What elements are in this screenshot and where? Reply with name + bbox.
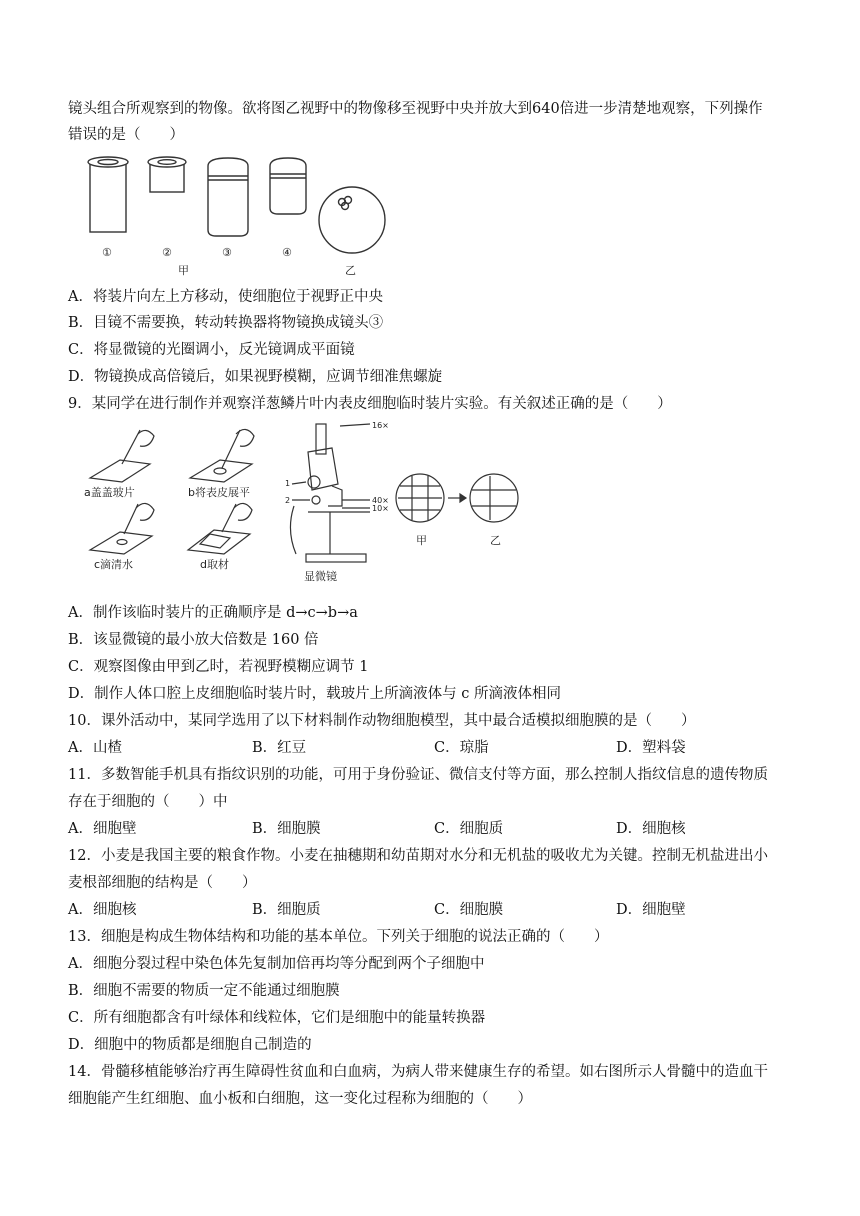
label-microscope: 显微镜 — [304, 570, 337, 583]
microscope-illustration — [290, 424, 370, 562]
q9-option-b: B．该显微镜的最小放大倍数是 160 倍 — [68, 632, 319, 648]
label-10x: 10× — [372, 504, 389, 513]
label-3: ③ — [222, 246, 232, 259]
q10-option-d: D．塑料袋 — [616, 740, 686, 756]
q8-stem-line2: 错误的是（ ） — [68, 127, 184, 143]
view-yi-illustration — [470, 474, 518, 522]
q11-option-c: C．细胞质 — [434, 821, 504, 837]
q8-stem-line1: 镜头组合所观察到的物像。欲将图乙视野中的物像移至视野中央并放大到640倍进一步清楚地观察，下列操作 — [68, 101, 763, 117]
q12-stem-line2: 麦根部细胞的结构是（ ） — [68, 875, 257, 891]
q10-option-c: C．琼脂 — [434, 740, 489, 756]
q12-stem-line1: 12．小麦是我国主要的粮食作物。小麦在抽穗期和幼苗期对水分和无机盐的吸收尤为关键。控制无机盐进出小 — [68, 848, 768, 864]
label-2: ② — [162, 246, 172, 259]
eyepiece-long-icon — [88, 157, 128, 232]
label-b: b将表皮展平 — [188, 486, 250, 499]
label-16x: 16× — [372, 421, 389, 430]
q14-stem-line1: 14．骨髓移植能够治疗再生障碍性贫血和白血病，为病人带来健康生存的希望。如右图所示人骨髓中的造血干 — [68, 1064, 768, 1080]
step-a-illustration — [90, 430, 154, 482]
q8-option-b: B．目镜不需要换，转动转换器将物镜换成镜头③ — [68, 315, 384, 331]
q9-option-c: C．观察图像由甲到乙时，若视野模糊应调节 1 — [68, 659, 369, 675]
eyepiece-short-icon — [148, 157, 186, 192]
q12-option-a: A．细胞核 — [68, 902, 137, 918]
q8-option-a: A．将装片向左上方移动，使细胞位于视野正中央 — [68, 289, 383, 305]
q13-option-c: C．所有细胞都含有叶绿体和线粒体，它们是细胞中的能量转换器 — [68, 1010, 486, 1026]
label-a: a盖盖玻片 — [84, 486, 135, 499]
q12-option-c: C．细胞膜 — [434, 902, 504, 918]
q10-option-a: A．山楂 — [68, 740, 122, 756]
q9-option-a: A．制作该临时装片的正确顺序是 d→c→b→a — [68, 605, 358, 621]
q11-stem-line1: 11．多数智能手机具有指纹识别的功能，可用于身份验证、微信支付等方面，那么控制人指纹信息的遗传物质 — [68, 767, 768, 783]
label-knob-1: 1 — [285, 479, 291, 488]
q11-stem-line2: 存在于细胞的（ ）中 — [68, 794, 228, 810]
label-jia: 甲 — [178, 264, 189, 277]
q13-option-d: D．细胞中的物质都是细胞自己制造的 — [68, 1037, 312, 1053]
label-yi: 乙 — [490, 534, 501, 547]
q9-option-d: D．制作人体口腔上皮细胞临时装片时，载玻片上所滴液体与 c 所滴液体相同 — [68, 686, 561, 702]
q8-option-d: D．物镜换成高倍镜后，如果视野模糊，应调节细准焦螺旋 — [68, 369, 443, 385]
label-d: d取材 — [200, 558, 229, 571]
step-d-illustration — [188, 503, 252, 554]
q11-option-b: B．细胞膜 — [252, 821, 321, 837]
q14-stem-line2: 细胞能产生红细胞、血小板和白细胞，这一变化过程称为细胞的（ ） — [68, 1091, 532, 1107]
step-c-illustration — [90, 503, 154, 554]
step-b-illustration — [190, 429, 254, 482]
q11-option-a: A．细胞壁 — [68, 821, 137, 837]
q11-option-d: D．细胞核 — [616, 821, 686, 837]
objective-long-icon — [208, 158, 248, 236]
label-c: c滴清水 — [94, 558, 134, 571]
q13-option-a: A．细胞分裂过程中染色体先复制加倍再均等分配到两个子细胞中 — [68, 956, 485, 972]
q9-figure — [80, 420, 530, 590]
q12-option-d: D．细胞壁 — [616, 902, 686, 918]
q8-figure — [80, 150, 390, 280]
field-of-view-icon — [319, 187, 385, 253]
label-jia: 甲 — [416, 534, 427, 547]
q12-option-b: B．细胞质 — [252, 902, 321, 918]
q13-stem: 13．细胞是构成生物体结构和功能的基本单位。下列关于细胞的说法正确的（ ） — [68, 929, 609, 945]
label-40x: 40× — [372, 496, 389, 505]
view-jia-illustration — [396, 474, 444, 522]
q13-option-b: B．细胞不需要的物质一定不能通过细胞膜 — [68, 983, 340, 999]
q10-option-b: B．红豆 — [252, 740, 307, 756]
objective-short-icon — [270, 158, 306, 214]
label-1: ① — [102, 246, 112, 259]
q10-stem: 10．课外活动中，某同学选用了以下材料制作动物细胞模型，其中最合适模拟细胞膜的是（ ） — [68, 713, 696, 729]
label-knob-2: 2 — [285, 496, 291, 505]
label-yi: 乙 — [345, 264, 356, 277]
q9-stem: 9．某同学在进行制作并观察洋葱鳞片叶内表皮细胞临时装片实验。有关叙述正确的是（ ） — [68, 396, 672, 412]
label-4: ④ — [282, 246, 292, 259]
q8-option-c: C．将显微镜的光圈调小，反光镜调成平面镜 — [68, 342, 355, 358]
